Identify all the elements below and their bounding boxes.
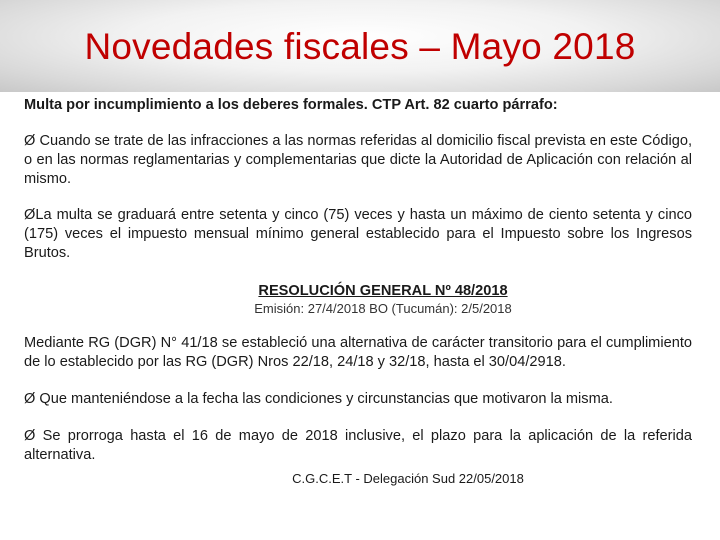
arrow-bullet-icon: Ø (24, 428, 36, 444)
resolution-subtitle: Emisión: 27/4/2018 BO (Tucumán): 2/5/2018 (254, 301, 512, 316)
arrow-bullet-icon: Ø (24, 207, 36, 223)
bullet-text: Cuando se trate de las infracciones a las normas referidas al domicilio fiscal prevista en este Código, o en las normas reglamentarias y complementarias que dicte la Autoridad de Aplicación con relación al mismo. (24, 133, 692, 187)
bullet-text: Se prorroga hasta el 16 de mayo de 2018 inclusive, el plazo para la aplicación de la referida alternativa. (24, 428, 692, 463)
bullet-multa (24, 206, 692, 263)
slide-body (24, 92, 692, 487)
arrow-bullet-icon: Ø (24, 133, 36, 149)
resolution-title: RESOLUCIÓN GENERAL Nº 48/2018 (258, 283, 508, 299)
paragraph-rg: Mediante RG (DGR) N° 41/18 se estableció una alternativa de carácter transitorio para el cumplimiento de lo establecido por las RG (DGR) Nros 22/18, 24/18 y 32/18, hasta el 30/04/2918. (24, 335, 692, 370)
slide-title: Novedades fiscales – Mayo 2018 (84, 26, 636, 67)
section-heading: Multa por incumplimiento a los deberes formales. CTP Art. 82 cuarto párrafo: (24, 97, 558, 113)
slide-footer: C.G.C.E.T - Delegación Sud 22/05/2018 (292, 471, 524, 486)
bullet-condiciones (24, 390, 692, 409)
bullet-domicilio (24, 132, 692, 189)
bullet-text: Que manteniéndose a la fecha las condiciones y circunstancias que motivaron la misma. (35, 391, 613, 407)
arrow-bullet-icon: Ø (24, 391, 36, 407)
bullet-text: La multa se graduará entre setenta y cinco (75) veces y hasta un máximo de ciento setenta y cinco (175) veces el impuesto mensual mínimo general establecido para el Impuesto sobre los Ingresos Brutos. (24, 207, 692, 261)
bullet-prorroga (24, 427, 692, 465)
title-banner (0, 0, 720, 92)
